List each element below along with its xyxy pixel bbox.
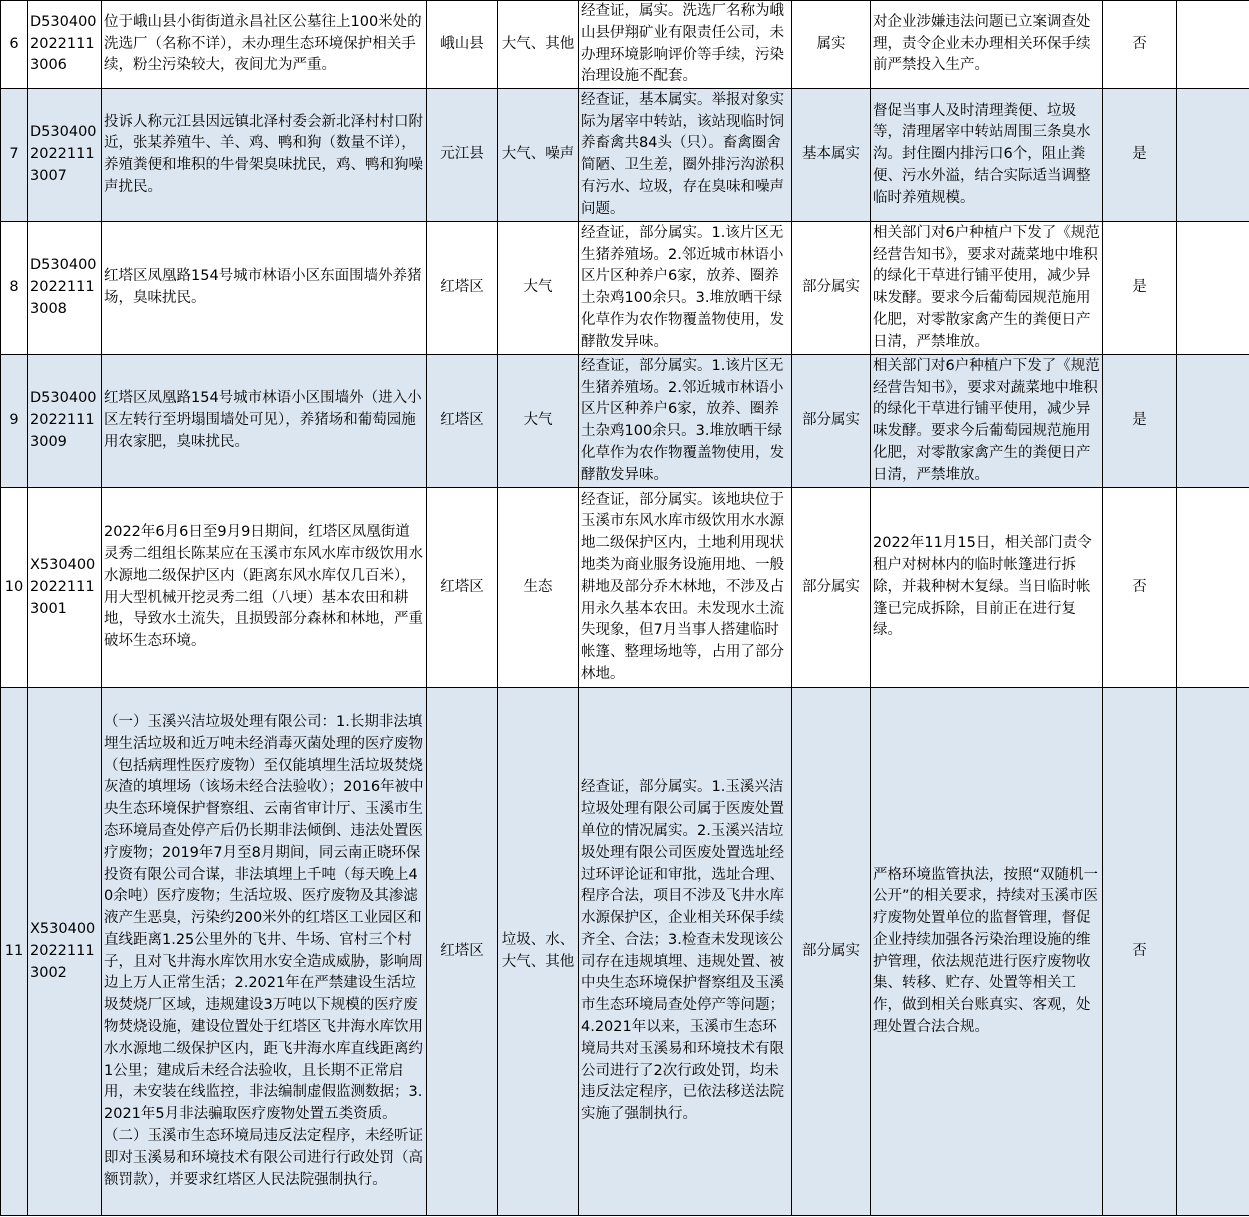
extra-cell (1177, 688, 1249, 1216)
pollution-type: 垃圾、水、大气、其他 (498, 688, 579, 1216)
case-code: D530400 2022111 3006 (28, 1, 102, 89)
pollution-type: 大气、噪声 (498, 89, 579, 222)
row-number: 9 (1, 355, 28, 488)
extra-cell (1177, 488, 1249, 688)
handling-measures: 对企业涉嫌违法问题已立案调查处理，责令企业未办理相关环保手续前严禁投入生产。 (871, 1, 1103, 89)
case-code: D530400 2022111 3007 (28, 89, 102, 222)
case-code: D530400 2022111 3008 (28, 222, 102, 355)
investigation-finding: 经查证，基本属实。举报对象实际为屠宰中转站，该站现临时饲养畜禽共84头（只）。畜禽圈舍简陋、卫生差，圈外排污沟淤积有污水、垃圾，存在臭味和噪声问题。 (579, 89, 792, 222)
verdict: 部分属实 (792, 222, 871, 355)
complaint-content: （一）玉溪兴洁垃圾处理有限公司：1.长期非法填埋生活垃圾和近万吨未经消毒灭菌处理的医疗废物（包括病理性医疗废物）至仅能填埋生活垃圾焚烧灰渣的填埋场（该场未经合法验收）；2016年被中央生态环境保护督察组、云南省审计厅、玉溪市生态环境局查处停产后仍长期非法倾倒、违法处置医疗废物；2019年7月至8月期间，同云南正晓环保投资有限公司合谋，非法填埋上千吨（每天晚上40余吨）医疗废物；生活垃圾、医疗废物及其渗滤液产生恶臭，污染约200米外的红塔区工业园区和直线距离1.25公里外的飞井、牛场、官村三个村子，且对飞井海水库饮用水安全造成威胁，影响周边上万人正常生活；2.2021年在严禁建设生活垃圾焚烧厂区域，违规建设3万吨以下规模的医疗废物焚烧设施，建设位置处于红塔区飞井海水库饮用水水源地二级保护区内，距飞井海水库直线距离约1公里；建成后未经合法验收，且长期不正常启用，未安装在线监控，非法编制虚假监测数据；3.2021年5月非法骗取医疗废物处置五类资质。 （二）玉溪市生态环境局违反法定程序，未经听证即对玉溪易和环境技术有限公司进行行政处罚（高额罚款），并要求红塔区人民法院强制执行。 (102, 688, 427, 1216)
case-code: X530400 2022111 3002 (28, 688, 102, 1216)
table-row (1, 89, 1249, 222)
investigation-finding: 经查证，属实。洗选厂名称为峨山县伊翔矿业有限责任公司，未办理环境影响评价等手续，污染治理设施不配套。 (579, 1, 792, 89)
handling-measures: 相关部门对6户种植户下发了《规范经营告知书》，要求对蔬菜地中堆积的绿化干草进行铺平使用，减少异味发酵。要求今后葡萄园规范施用化肥，对零散家禽产生的粪便日产日清，严禁堆放。 (871, 355, 1103, 488)
verdict: 部分属实 (792, 355, 871, 488)
table-row (1, 222, 1249, 355)
district: 红塔区 (427, 222, 498, 355)
row-number: 8 (1, 222, 28, 355)
district: 峨山县 (427, 1, 498, 89)
extra-cell (1177, 89, 1249, 222)
flag: 否 (1103, 1, 1177, 89)
flag: 否 (1103, 688, 1177, 1216)
district: 红塔区 (427, 355, 498, 488)
flag: 否 (1103, 488, 1177, 688)
verdict: 属实 (792, 1, 871, 89)
table-row (1, 1, 1249, 89)
row-number: 11 (1, 688, 28, 1216)
case-code: X530400 2022111 3001 (28, 488, 102, 688)
row-number: 7 (1, 89, 28, 222)
pollution-type: 大气、其他 (498, 1, 579, 89)
row-number: 6 (1, 1, 28, 89)
complaint-content: 2022年6月6日至9月9日期间，红塔区凤凰街道灵秀二组组长陈某应在玉溪市东风水库市级饮用水水源地二级保护区内（距离东风水库仅几百米），用大型机械开挖灵秀二组（八埂）基本农田和耕地，导致水土流失，且损毁部分森林和林地，严重破坏生态环境。 (102, 488, 427, 688)
complaint-content: 红塔区凤凰路154号城市林语小区围墙外（进入小区左转行至坍塌围墙处可见），养猪场和葡萄园施用农家肥，臭味扰民。 (102, 355, 427, 488)
extra-cell (1177, 355, 1249, 488)
handling-measures: 相关部门对6户种植户下发了《规范经营告知书》，要求对蔬菜地中堆积的绿化干草进行铺平使用，减少异味发酵。要求今后葡萄园规范施用化肥，对零散家禽产生的粪便日产日清，严禁堆放。 (871, 222, 1103, 355)
complaint-content: 位于峨山县小街街道永昌社区公墓往上100米处的洗选厂（名称不详），未办理生态环境保护相关手续，粉尘污染较大，夜间尤为严重。 (102, 1, 427, 89)
table-row (1, 688, 1249, 1216)
verdict: 部分属实 (792, 688, 871, 1216)
flag: 是 (1103, 222, 1177, 355)
verdict: 基本属实 (792, 89, 871, 222)
table-row (1, 488, 1249, 688)
investigation-finding: 经查证，部分属实。该地块位于玉溪市东风水库市级饮用水水源地二级保护区内，土地利用现状地类为商业服务设施用地、一般耕地及部分乔木林地，不涉及占用永久基本农田。未发现水土流失现象，但7月当事人搭建临时帐篷、整理场地等，占用了部分林地。 (579, 488, 792, 688)
district: 元江县 (427, 89, 498, 222)
investigation-finding: 经查证，部分属实。1.该片区无生猪养殖场。2.邻近城市林语小区片区种养户6家，放养、圈养土杂鸡100余只。3.堆放晒干绿化草作为农作物覆盖物使用，发酵散发异味。 (579, 355, 792, 488)
pollution-type: 生态 (498, 488, 579, 688)
row-number: 10 (1, 488, 28, 688)
investigation-finding: 经查证，部分属实。1.该片区无生猪养殖场。2.邻近城市林语小区片区种养户6家，放养、圈养土杂鸡100余只。3.堆放晒干绿化草作为农作物覆盖物使用，发酵散发异味。 (579, 222, 792, 355)
pollution-type: 大气 (498, 222, 579, 355)
investigation-finding: 经查证，部分属实。1.玉溪兴洁垃圾处理有限公司属于医废处置单位的情况属实。2.玉溪兴洁垃圾处理有限公司医废处置选址经过环评论证和审批，选址合理、程序合法，项目不涉及飞井水库水源保护区，企业相关环保手续齐全、合法；3.检查未发现该公司存在违规填埋、违规处置、被中央生态环境保护督察组及玉溪市生态环境局查处停产等问题；4.2021年以来，玉溪市生态环境局共对玉溪易和环境技术有限公司进行了2次行政处罚，均未违反法定程序，已依法移送法院实施了强制执行。 (579, 688, 792, 1216)
handling-measures: 督促当事人及时清理粪便、垃圾等，清理屠宰中转站周围三条臭水沟。封住圈内排污口6个，阻止粪便、污水外溢，结合实际适当调整临时养殖规模。 (871, 89, 1103, 222)
handling-measures: 严格环境监管执法，按照“双随机一公开”的相关要求，持续对玉溪市医疗废物处置单位的监督管理，督促企业持续加强各污染治理设施的维护管理，依法规范进行医疗废物收集、转移、贮存、处置等相关工作，做到相关台账真实、客观，处理处置合法合规。 (871, 688, 1103, 1216)
extra-cell (1177, 1, 1249, 89)
flag: 是 (1103, 355, 1177, 488)
complaint-content: 红塔区凤凰路154号城市林语小区东面围墙外养猪场，臭味扰民。 (102, 222, 427, 355)
flag: 是 (1103, 89, 1177, 222)
district: 红塔区 (427, 688, 498, 1216)
extra-cell (1177, 222, 1249, 355)
verdict: 部分属实 (792, 488, 871, 688)
district: 红塔区 (427, 488, 498, 688)
table-row (1, 355, 1249, 488)
pollution-type: 大气 (498, 355, 579, 488)
case-code: D530400 2022111 3009 (28, 355, 102, 488)
complaint-content: 投诉人称元江县因远镇北泽村委会新北泽村村口附近，张某养殖牛、羊、鸡、鸭和狗（数量不详），养殖粪便和堆积的牛骨架臭味扰民，鸡、鸭和狗噪声扰民。 (102, 89, 427, 222)
handling-measures: 2022年11月15日，相关部门责令租户对树林内的临时帐篷进行拆除，并栽种树木复绿。当日临时帐篷已完成拆除，目前正在进行复绿。 (871, 488, 1103, 688)
